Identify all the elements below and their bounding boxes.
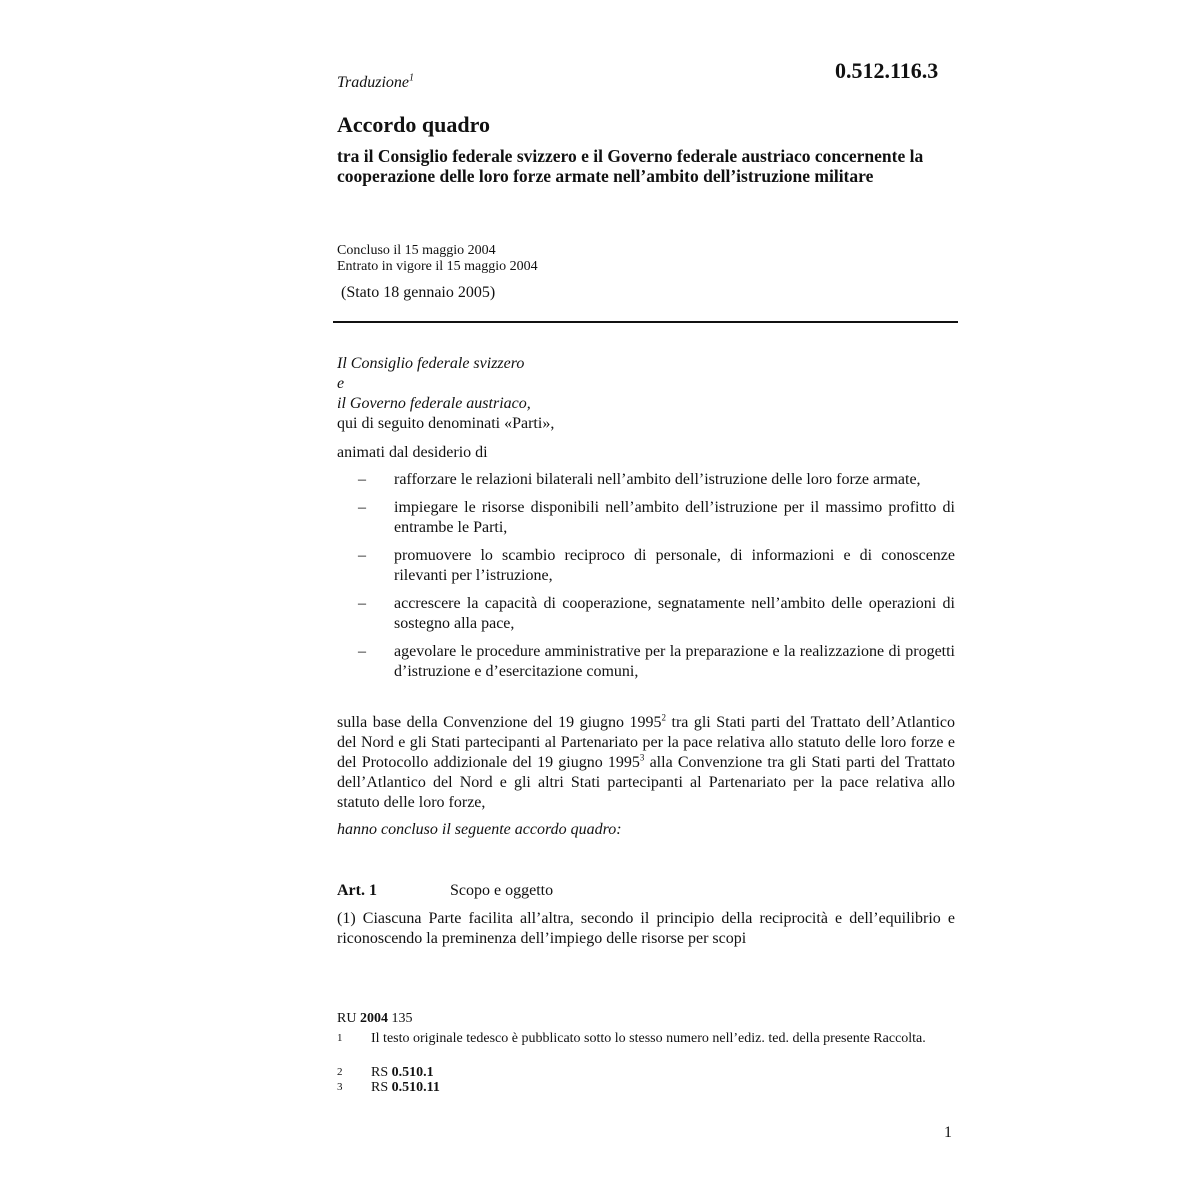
status-date: (Stato 18 gennaio 2005) bbox=[341, 284, 496, 301]
page-number: 1 bbox=[944, 1124, 952, 1141]
footnote-ref-1[interactable]: 1 bbox=[409, 72, 415, 84]
footnote bbox=[337, 1065, 957, 1080]
footnote-text: Il testo originale tedesco è pubblicato sotto lo stesso numero nell’ediz. ted. della presente Raccolta. bbox=[371, 1031, 926, 1046]
list-item bbox=[337, 594, 955, 634]
list-dash: – bbox=[358, 547, 366, 564]
footnote-link[interactable]: 0.510.11 bbox=[391, 1080, 440, 1095]
footnote bbox=[337, 1080, 957, 1095]
list-dash: – bbox=[358, 643, 366, 660]
translation-note: Traduzione$^1$ bbox=[337, 72, 415, 91]
document-code: 0.512.116.3 bbox=[835, 58, 939, 83]
article-heading bbox=[337, 882, 553, 900]
footnote-ref-3[interactable]: 3 bbox=[639, 752, 645, 763]
list-item bbox=[337, 642, 955, 682]
concluded-date: Concluso il 15 maggio 2004 bbox=[337, 243, 496, 258]
objectives-list bbox=[337, 470, 955, 690]
list-item bbox=[337, 498, 955, 538]
preamble bbox=[337, 354, 955, 434]
list-dash: – bbox=[358, 499, 366, 516]
footnote-text: RS 0.510.1 bbox=[371, 1065, 434, 1080]
article-number: Art. 1 bbox=[337, 882, 377, 899]
article-text: (1) Ciascuna Parte facilita all’altra, secondo il principio della reciprocità e dell’equilibrio e riconoscendo la preminenza dell’impiego delle risorse per scopi bbox=[337, 910, 955, 947]
document-title: Accordo quadro bbox=[337, 112, 490, 137]
dates-block bbox=[337, 243, 538, 275]
header-divider bbox=[333, 321, 958, 323]
agreement-statement: hanno concluso il seguente accordo quadro: bbox=[337, 821, 622, 838]
list-dash: – bbox=[358, 595, 366, 612]
preamble-parties-definition: qui di seguito denominati «Parti», bbox=[337, 415, 555, 432]
footnote-number: 2 bbox=[337, 1066, 343, 1078]
entry-into-force-date: Entrato in vigore il 15 maggio 2004 bbox=[337, 259, 538, 274]
official-collection-reference: RU 2004 135 bbox=[337, 1011, 413, 1026]
footnote-link[interactable]: 0.510.1 bbox=[391, 1065, 434, 1080]
footnote-number: 3 bbox=[337, 1081, 343, 1093]
list-item bbox=[337, 546, 955, 586]
document-subtitle: tra il Consiglio federale svizzero e il Governo federale austriaco concernente la cooperazione delle loro forze armate nell’ambito dell’istruzione militare bbox=[337, 146, 924, 186]
footnote-number: 1 bbox=[337, 1032, 343, 1044]
footnote bbox=[337, 1031, 957, 1046]
list-item bbox=[337, 470, 955, 490]
list-item-text: impiegare le risorse disponibili nell’ambito dell’istruzione per il massimo profitto di entrambe le Parti, bbox=[394, 499, 955, 536]
article-title: Scopo e oggetto bbox=[450, 882, 554, 899]
preamble-party-1: Il Consiglio federale svizzero bbox=[337, 355, 525, 372]
list-item-text: promuovere lo scambio reciproco di personale, di informazioni e di conoscenze rilevanti per l’istruzione, bbox=[394, 547, 955, 584]
preamble-intro: animati dal desiderio di bbox=[337, 444, 488, 461]
preamble-conjunction: e bbox=[337, 375, 345, 392]
list-item-text: agevolare le procedure amministrative per la preparazione e la realizzazione di progetti d’istruzione e d’esercitazione comuni, bbox=[394, 643, 955, 680]
footnote-ref-2[interactable]: 2 bbox=[661, 712, 667, 723]
legal-basis-paragraph: sulla base della Convenzione del 19 giugno 1995$^2$ tra gli Stati parti del Trattato dell’Atlantico del Nord e gli Stati partecipanti al Partenariato per la pace relativa allo statuto delle loro forze e del Protocollo addizionale del 19 giugno 1995$^3$ alla Convenzione tra gli Stati parti del Trattato dell’Atlantico del Nord e gli altri Stati partecipanti al Partenariato per la pace relativa allo statuto delle loro forze, bbox=[337, 712, 955, 811]
footnote-text: RS 0.510.11 bbox=[371, 1080, 440, 1095]
list-dash: – bbox=[358, 471, 366, 488]
list-item-text: accrescere la capacità di cooperazione, segnatamente nell’ambito delle operazioni di sostegno alla pace, bbox=[394, 595, 955, 632]
list-item-text: rafforzare le relazioni bilaterali nell’ambito dell’istruzione delle loro forze armate, bbox=[394, 471, 921, 488]
preamble-party-2: il Governo federale austriaco, bbox=[337, 395, 531, 412]
